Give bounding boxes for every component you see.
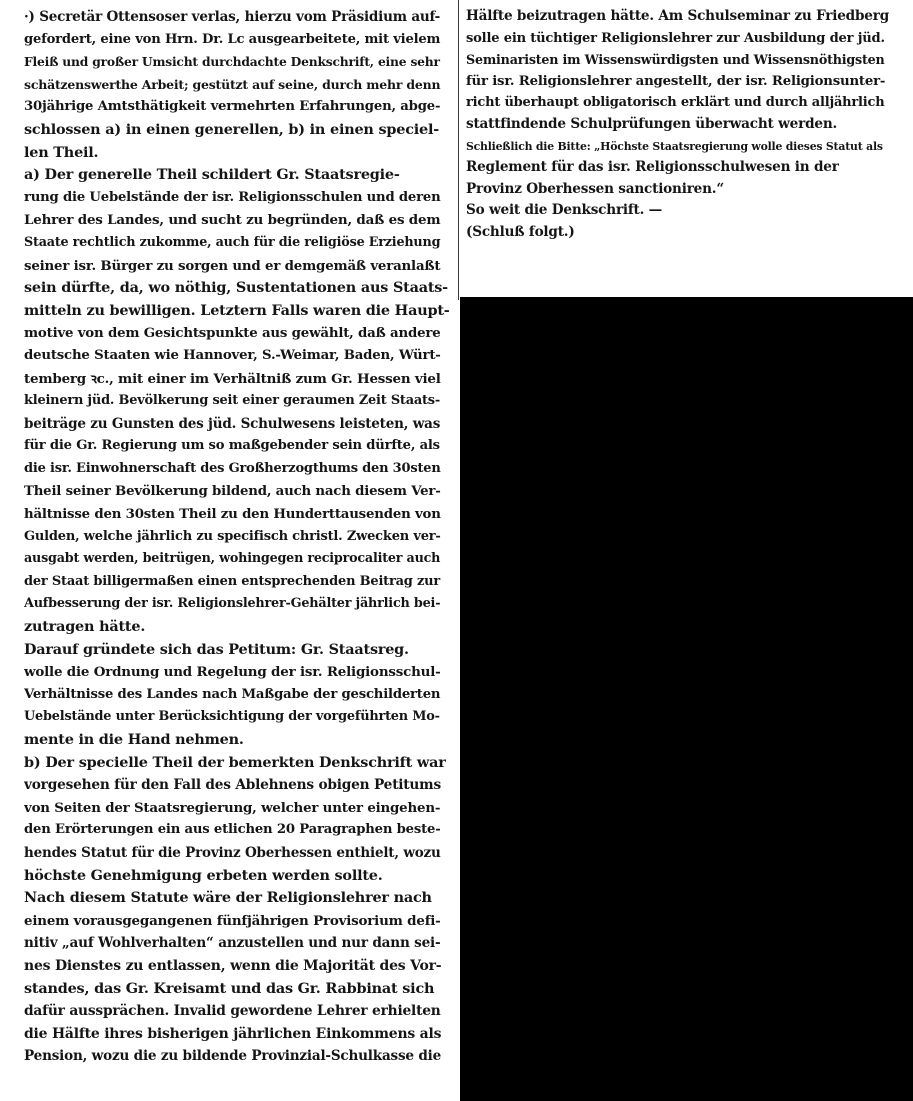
left-column-line: Lehrer des Landes, und sucht zu begründen, daß es dem [24, 212, 441, 229]
right-text-column [466, 6, 894, 244]
left-column-line: mente in die Hand nehmen. [24, 731, 244, 748]
left-column-line: Nach diesem Statute wäre der Religionslehrer nach [24, 889, 432, 907]
left-column-line: nitiv „auf Wohlverhalten“ anzustellen und nur dann sei- [24, 935, 441, 952]
left-column-line: dafür aussprächen. Invalid gewordene Lehrer erhielten [24, 1003, 441, 1020]
left-column-line: b) Der specielle Theil der bemerkten Denkschrift war [24, 753, 446, 771]
left-column-line: schätzenswerthe Arbeit; gestützt auf seine, durch mehr denn [24, 76, 441, 92]
left-column-line: von Seiten der Staatsregierung, welcher unter eingehen- [24, 799, 441, 816]
left-column-line: Staate rechtlich zukomme, auch für die religiöse Erziehung [24, 234, 441, 250]
right-column-line: Reglement für das isr. Religionsschulwesen in der [466, 159, 839, 176]
left-column-line: standes, das Gr. Kreisamt und das Gr. Rabbinat sich [24, 979, 435, 997]
left-column-line: 30jährige Amtsthätigkeit vermehrten Erfahrungen, abge- [24, 99, 441, 115]
left-column-line: gefordert, eine von Hrn. Dr. Lc ausgearbeitete, mit vielem [24, 31, 441, 47]
left-column-line: Darauf gründete sich das Petitum: Gr. Staatsreg. [24, 640, 409, 658]
left-column-line: einem vorausgegangenen fünfjährigen Provisorium defi- [24, 912, 441, 929]
left-column-line: rung die Uebelstände der isr. Religionsschulen und deren [24, 189, 441, 205]
left-text-column [24, 6, 450, 1068]
left-column-line: sein dürfte, da, wo nöthig, Sustentationen aus Staats- [24, 279, 448, 297]
left-column-line: Uebelstände unter Berücksichtigung der vorgeführten Mo- [24, 709, 440, 725]
right-column-line: (Schluß folgt.) [466, 223, 575, 240]
left-column-line: mitteln zu bewilligen. Letztern Falls waren die Haupt- [24, 301, 450, 319]
left-column-line: seiner isr. Bürger zu sorgen und er demgemäß veranlaßt [24, 257, 441, 274]
right-column-line: stattfindende Schulprüfungen überwacht werden. [466, 115, 838, 132]
column-divider [458, 0, 459, 300]
left-column-line: nes Dienstes zu entlassen, wenn die Majorität des Vor- [24, 957, 442, 974]
right-column-line: So weit die Denkschrift. — [466, 202, 663, 219]
left-column-line: die Hälfte ihres bisherigen jährlichen Einkommens als [24, 1025, 442, 1042]
left-column-line: Gulden, welche jährlich zu specifisch christl. Zwecken ver- [24, 528, 441, 544]
left-column-line: len Theil. [24, 143, 99, 161]
left-column-line: wolle die Ordnung und Regelung der isr. Religionsschul- [24, 664, 441, 681]
left-column-line: a) Der generelle Theil schildert Gr. Staatsregie- [24, 166, 400, 184]
left-column-line: motive von dem Gesichtspunkte aus gewählt, daß andere [24, 325, 441, 342]
left-column-line: Pension, wozu die zu bildende Provinzial-Schulkasse die [24, 1048, 442, 1065]
right-column-line: Hälfte beizutragen hätte. Am Schulseminar zu Friedberg [466, 8, 889, 24]
left-column-line: den Erörterungen ein aus etlichen 20 Paragraphen beste- [24, 822, 441, 838]
left-column-line: vorgesehen für den Fall des Ablehnens obigen Petitums [24, 777, 441, 794]
left-column-line: der Staat billigermaßen einen entsprechenden Beitrag zur [24, 573, 441, 589]
left-column-line: die isr. Einwohnerschaft des Großherzogthums den 30sten [24, 460, 441, 476]
left-column-line: zutragen hätte. [24, 618, 146, 636]
left-column-line: ausgabt werden, beitrügen, wohingegen reciprocaliter auch [24, 551, 441, 567]
left-column-line: Aufbesserung der isr. Religionslehrer-Gehälter jährlich bei- [24, 596, 441, 612]
left-column-line: ·) Secretär Ottensoser verlas, hierzu vom Präsidium auf- [24, 9, 441, 25]
left-column-line: schlossen a) in einen generellen, b) in einen speciel- [24, 120, 440, 138]
left-column-line: hältnisse den 30sten Theil zu den Hunderttausenden von [24, 506, 441, 523]
right-column-line: Provinz Oberhessen sanctioniren.“ [466, 180, 724, 197]
left-column-line: hendes Statut für die Provinz Oberhessen enthielt, wozu [24, 844, 441, 861]
right-column-line: solle ein tüchtiger Religionslehrer zur Ausbildung der jüd. [466, 30, 885, 46]
right-column-line: Schließlich die Bitte: „Höchste Staatsregierung wolle dieses Statut als [466, 139, 883, 153]
left-column-line: beiträge zu Gunsten des jüd. Schulwesens leisteten, was [24, 415, 441, 432]
left-column-line: deutsche Staaten wie Hannover, S.-Weimar, Baden, Würt- [24, 347, 441, 363]
left-column-line: Verhältnisse des Landes nach Maßgabe der geschilderten [24, 686, 441, 702]
blacked-out-region [460, 297, 913, 1101]
right-column-line: Seminaristen im Wissenswürdigsten und Wissensnöthigsten [466, 52, 885, 68]
left-column-line: Fleiß und großer Umsicht durchdachte Denkschrift, eine sehr [24, 54, 440, 70]
left-column-line: für die Gr. Regierung um so maßgebender sein dürfte, als [24, 438, 440, 454]
left-column-line: kleinern jüd. Bevölkerung seit einer geraumen Zeit Staats- [24, 393, 441, 409]
right-column-line: für isr. Religionslehrer angestellt, der isr. Religionsunter- [466, 73, 886, 89]
left-column-line: Theil seiner Bevölkerung bildend, auch nach diesem Ver- [24, 483, 441, 500]
left-column-line: höchste Genehmigung erbeten werden sollte. [24, 866, 383, 884]
right-column-line: richt überhaupt obligatorisch erklärt und durch alljährlich [466, 95, 885, 111]
left-column-line: temberg ꝛc., mit einer im Verhältniß zum Gr. Hessen viel [24, 370, 441, 387]
